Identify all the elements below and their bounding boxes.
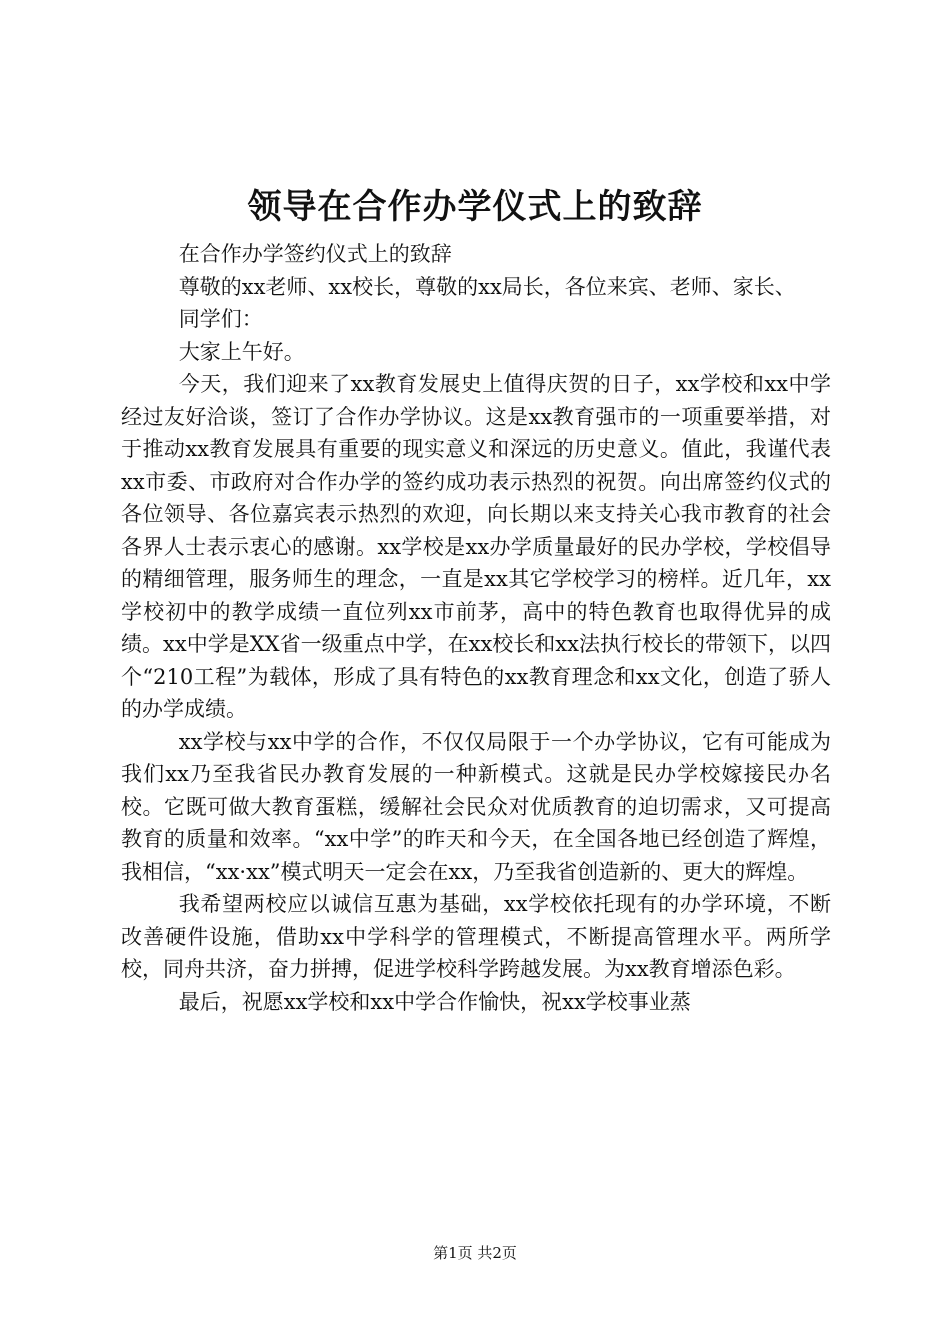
- paragraph-subtitle: 在合作办学签约仪式上的致辞: [178, 242, 452, 266]
- document-title: 领导在合作办学仪式上的致辞: [247, 187, 703, 227]
- paragraph-closing: 最后，祝愿xx学校和xx中学合作愉快，祝xx学校事业蒸: [178, 989, 691, 1014]
- paragraph-body-2: xx学校与xx中学的合作，不仅仅局限于一个办学协议，它有可能成为我们xx乃至我省民办教育发展的一种新模式。这就是民办学校嫁接民办名校。它既可做大教育蛋糕，缓解社会民众对优质教育的迫切需求，又可提高教育的质量和效率。“xx中学”的昨天和今天，在全国各地已经创造了辉煌，我相信，“xx·xx”模式明天一定会在xx，乃至我省创造新的、更大的辉煌。: [121, 729, 831, 884]
- paragraph-body-3: 我希望两校应以诚信互惠为基础，xx学校依托现有的办学环境，不断改善硬件设施，借助xx中学科学的管理模式，不断提高管理水平。两所学校，同舟共济，奋力拼搏，促进学校科学跨越发展。为xx教育增添色彩。: [121, 892, 831, 981]
- page-footer: 第1页 共2页: [433, 1244, 517, 1262]
- paragraph-salutation: 尊敬的xx老师、xx校长，尊敬的xx局长，各位来宾、老师、家长、: [178, 274, 796, 299]
- paragraph-salutation-students: 同学们：: [178, 307, 263, 331]
- paragraph-body-1: 今天，我们迎来了xx教育发展史上值得庆贺的日子，xx学校和xx中学经过友好洽谈，签订了合作办学协议。这是xx教育强市的一项重要举措，对于推动xx教育发展具有重要的现实意义和深远的历史意义。值此，我谨代表xx市委、市政府对合作办学的签约成功表示热烈的祝贺。向出席签约仪式的各位领导、各位嘉宾表示热烈的欢迎，向长期以来支持关心我市教育的社会各界人士表示衷心的感谢。xx学校是xx办学质量最好的民办学校，学校倡导的精细管理，服务师生的理念，一直是xx其它学校学习的榜样。近几年，xx学校初中的教学成绩一直位列xx市前茅，高中的特色教育也取得优异的成绩。xx中学是XX省一级重点中学，在xx校长和xx法执行校长的带领下，以四个“210工程”为载体，形成了具有特色的xx教育理念和xx文化，创造了骄人的办学成绩。: [121, 372, 831, 721]
- paragraph-greeting: 大家上午好。: [178, 339, 305, 364]
- document-body: [121, 238, 831, 1018]
